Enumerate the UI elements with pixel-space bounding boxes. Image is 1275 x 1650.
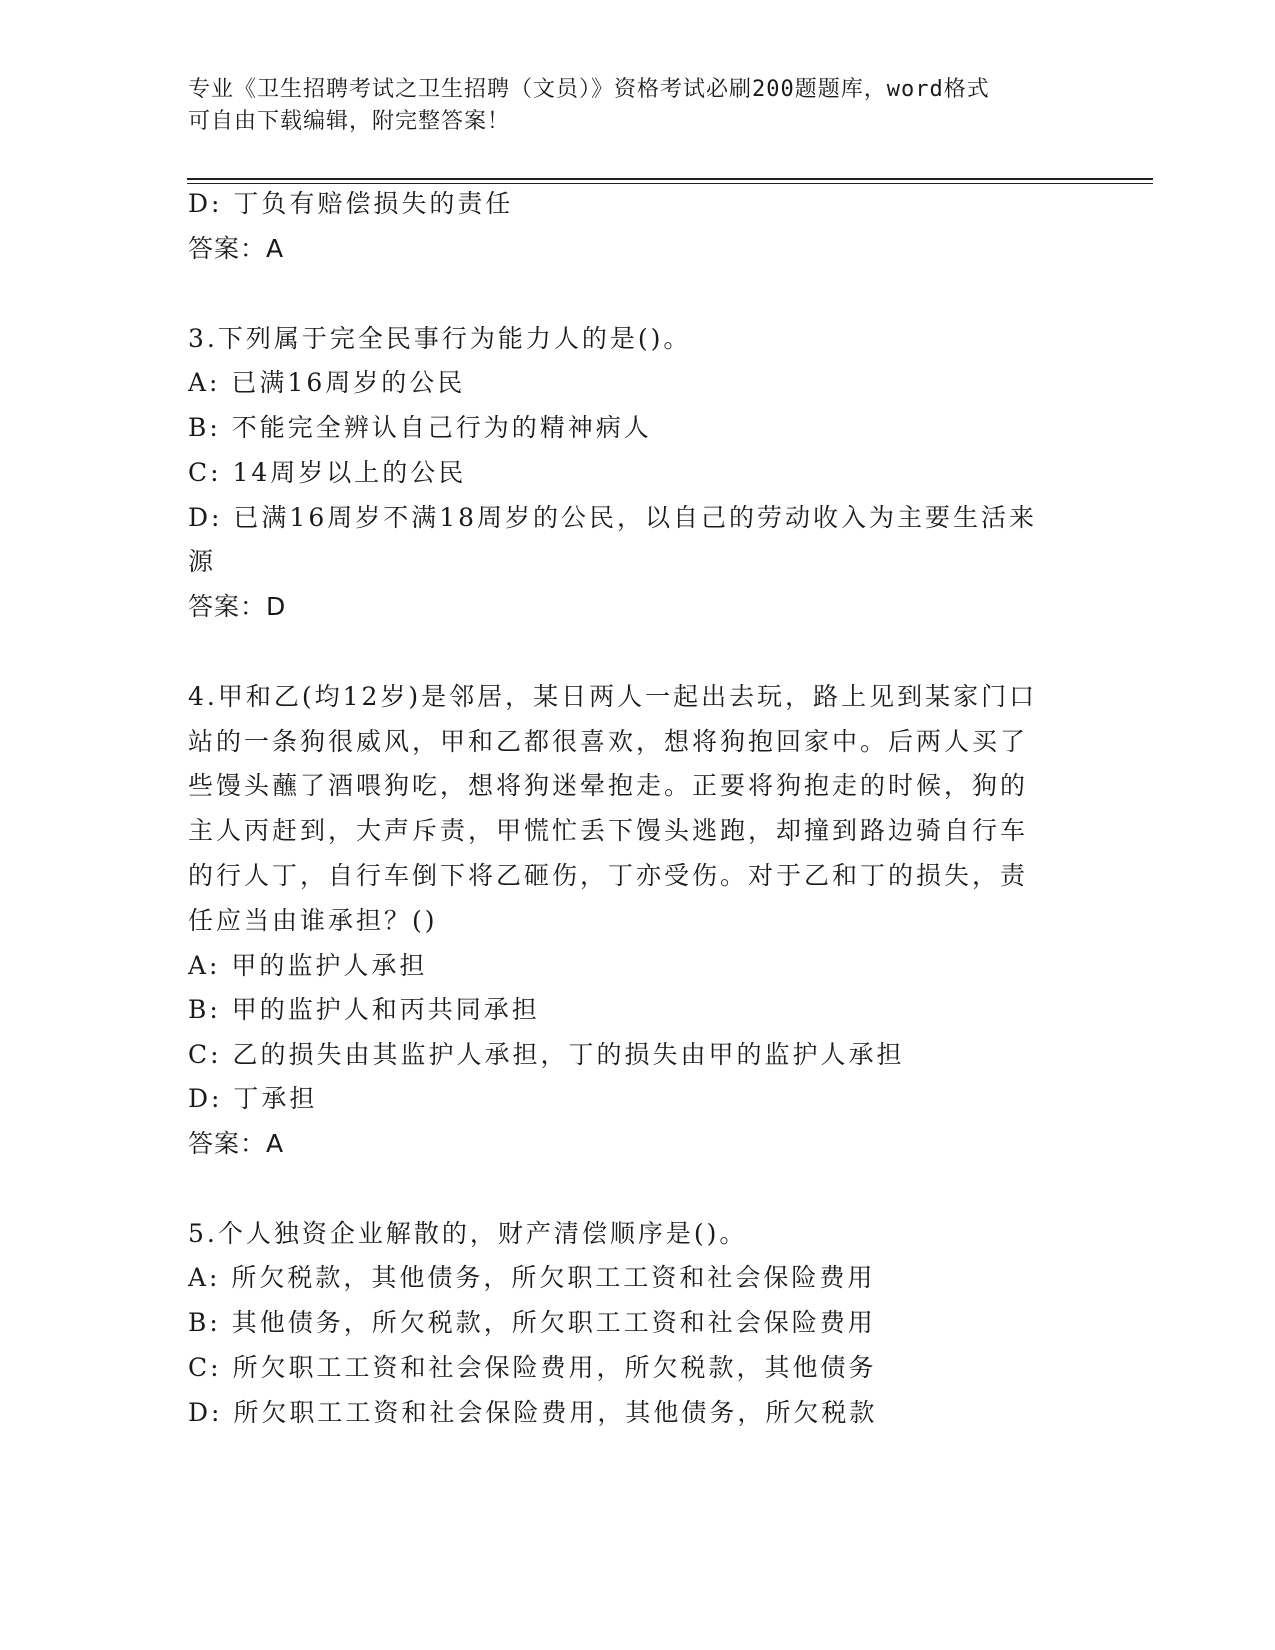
q4-stem-line-6: 任应当由谁承担？()	[188, 906, 438, 935]
q3-stem: 3.下列属于完全民事行为能力人的是()。	[188, 324, 692, 353]
q3-option-d-line-1: D: 已满16周岁不满18周岁的公民，以自己的劳动收入为主要生活来	[188, 503, 1038, 532]
q4-answer: 答案：A	[188, 1129, 285, 1158]
q5-option-a: A: 所欠税款，其他债务，所欠职工工资和社会保险费用	[188, 1263, 876, 1292]
q4-stem-line-3: 些馒头蘸了酒喂狗吃，想将狗迷晕抱走。正要将狗抱走的时候，狗的	[188, 771, 1029, 800]
q3-option-d-line-2: 源	[188, 547, 217, 576]
header-line-1: 专业《卫生招聘考试之卫生招聘（文员）》资格考试必刷200题题库，word格式	[188, 77, 990, 102]
q4-stem-line-1: 4.甲和乙(均12岁)是邻居，某日两人一起出去玩，路上见到某家门口	[188, 682, 1038, 711]
q4-option-d: D: 丁承担	[188, 1084, 318, 1113]
q5-option-b: B: 其他债务，所欠税款，所欠职工工资和社会保险费用	[188, 1308, 876, 1337]
header-line-2: 可自由下载编辑，附完整答案！	[188, 109, 511, 134]
page-header	[188, 74, 1068, 138]
q2-option-d: D: 丁负有赔偿损失的责任	[188, 189, 514, 218]
q3-option-a: A: 已满16周岁的公民	[188, 368, 466, 397]
q5-option-d: D: 所欠职工工资和社会保险费用，其他债务，所欠税款	[188, 1398, 878, 1427]
q5-option-c: C: 所欠职工工资和社会保险费用，所欠税款，其他债务	[188, 1353, 877, 1382]
q5-stem: 5.个人独资企业解散的，财产清偿顺序是()。	[188, 1219, 748, 1248]
header-divider-thick	[187, 178, 1153, 180]
q4-option-b: B: 甲的监护人和丙共同承担	[188, 995, 540, 1024]
q4-stem-line-2: 站的一条狗很威风，甲和乙都很喜欢，想将狗抱回家中。后两人买了	[188, 727, 1029, 756]
q4-option-a: A: 甲的监护人承担	[188, 951, 428, 980]
q3-option-c: C: 14周岁以上的公民	[188, 458, 467, 487]
q3-answer: 答案：D	[188, 592, 287, 621]
q4-option-c: C: 乙的损失由其监护人承担，丁的损失由甲的监护人承担	[188, 1040, 905, 1069]
q4-stem-line-4: 主人丙赶到，大声斥责，甲慌忙丢下馒头逃跑，却撞到路边骑自行车	[188, 816, 1029, 845]
header-divider-thin	[187, 183, 1153, 184]
q4-stem-line-5: 的行人丁，自行车倒下将乙砸伤，丁亦受伤。对于乙和丁的损失，责	[188, 861, 1029, 890]
q3-option-b: B: 不能完全辨认自己行为的精神病人	[188, 413, 652, 442]
q2-answer: 答案：A	[188, 234, 285, 263]
